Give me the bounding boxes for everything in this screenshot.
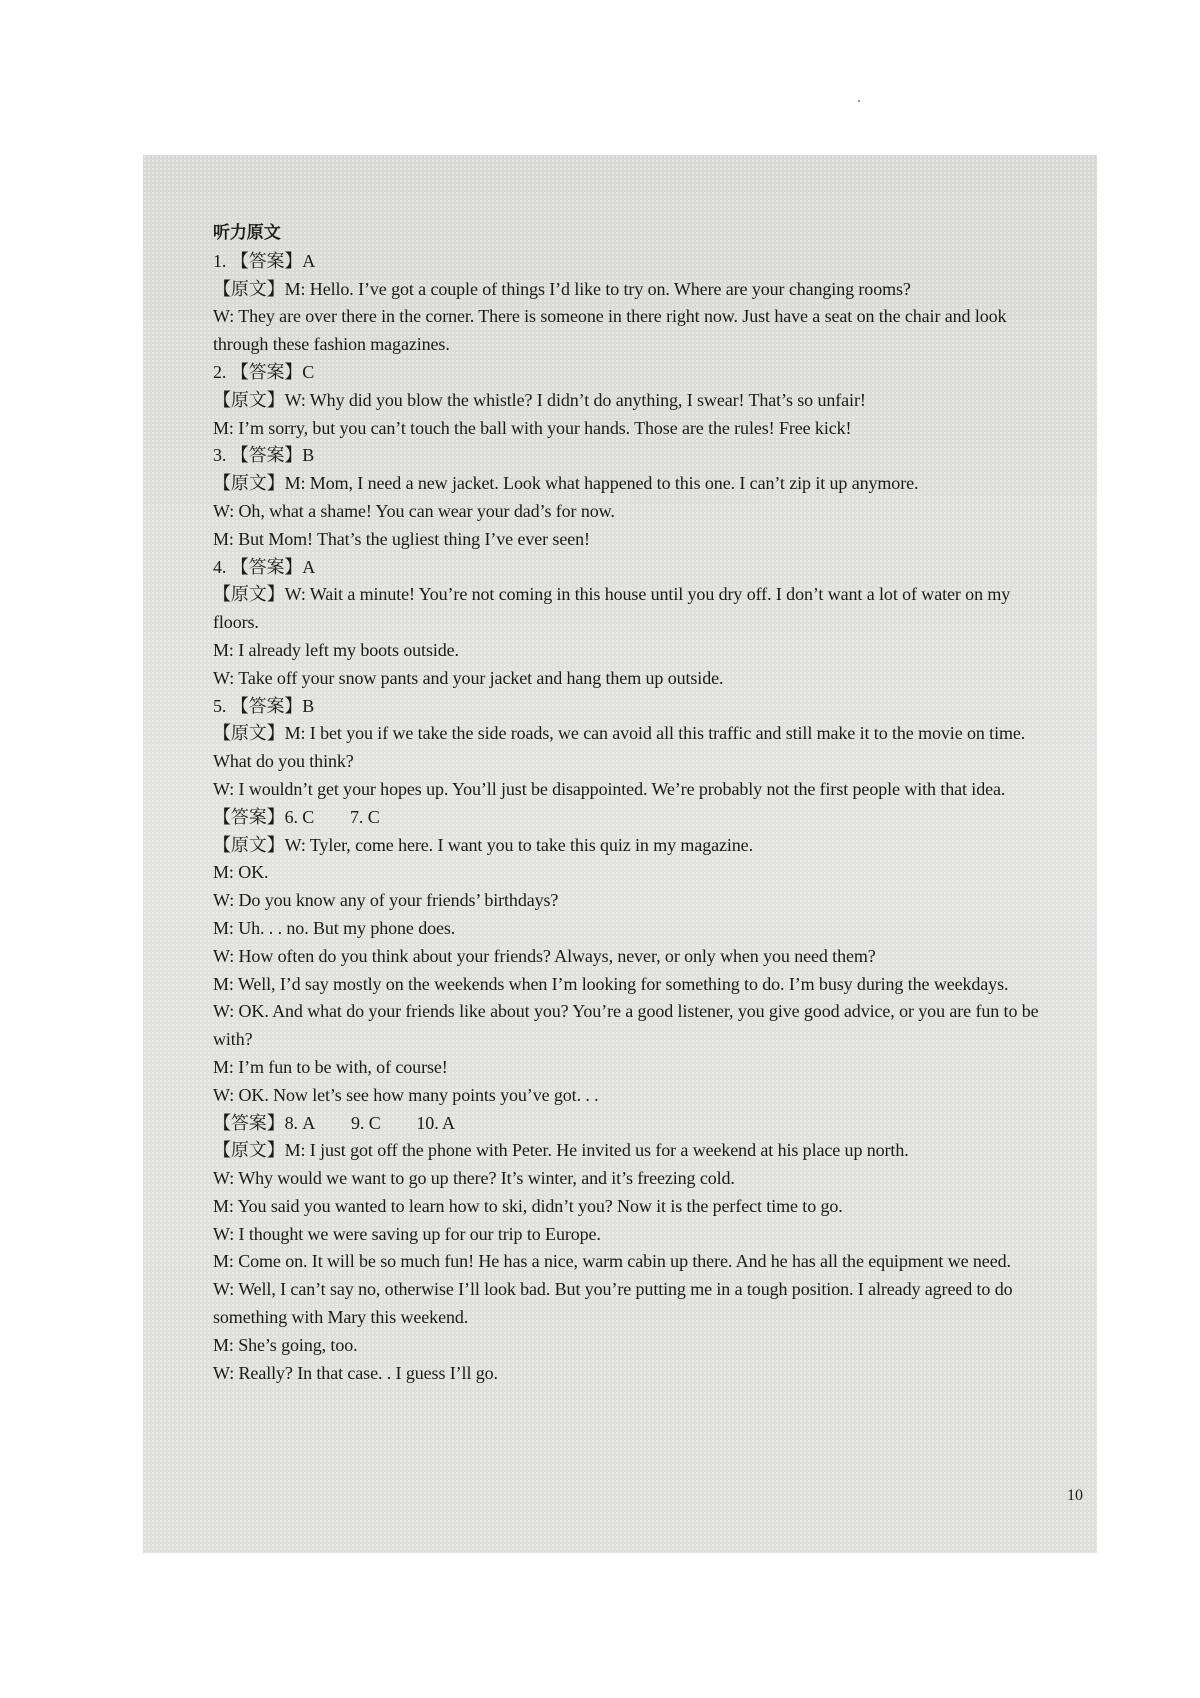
transcript-line: 【答案】8. A 9. C 10. A: [213, 1112, 455, 1133]
transcript-line: 【原文】W: Why did you blow the whistle? I didn’t do anything, I swear! That’s so unfair!: [213, 389, 866, 410]
transcript-line: M: She’s going, too.: [213, 1334, 358, 1355]
transcript-line: W: They are over there in the corner. There is someone in there right now. Just have a seat on the chair and look through these fashion magazines.: [213, 306, 1007, 355]
transcript-line: 【原文】M: Mom, I need a new jacket. Look what happened to this one. I can’t zip it up anymore.: [213, 473, 919, 494]
transcript-line: W: Really? In that case. . I guess I’ll go.: [213, 1362, 498, 1383]
transcript-line: 1. 【答案】A: [213, 250, 316, 271]
transcript-line: W: I wouldn’t get your hopes up. You’ll just be disappointed. We’re probably not the first people with that idea.: [213, 778, 1006, 799]
transcript-line: W: Well, I can’t say no, otherwise I’ll look bad. But you’re putting me in a tough position. I already agreed to do something with Mary this weekend.: [213, 1279, 1013, 1328]
transcript-line: 【原文】W: Tyler, come here. I want you to take this quiz in my magazine.: [213, 834, 753, 855]
transcript-line: 【答案】6. C 7. C: [213, 806, 380, 827]
transcript-line: M: Well, I’d say mostly on the weekends when I’m looking for something to do. I’m busy during the weekdays.: [213, 973, 1009, 994]
transcript-line: 3. 【答案】B: [213, 445, 315, 466]
section-heading: 听力原文: [213, 223, 281, 243]
transcript-line: M: Come on. It will be so much fun! He has a nice, warm cabin up there. And he has all the equipment we need.: [213, 1251, 1011, 1272]
scan-speck: [858, 100, 860, 102]
transcript-line: W: I thought we were saving up for our trip to Europe.: [213, 1223, 601, 1244]
transcript-line: W: Oh, what a shame! You can wear your dad’s for now.: [213, 500, 615, 521]
transcript-line: M: But Mom! That’s the ugliest thing I’ve ever seen!: [213, 528, 590, 549]
transcript-line: M: OK.: [213, 862, 269, 883]
scanned-page: [143, 155, 1097, 1553]
transcript-line: W: Why would we want to go up there? It’s winter, and it’s freezing cold.: [213, 1168, 735, 1189]
transcript-line: M: You said you wanted to learn how to ski, didn’t you? Now it is the perfect time to go.: [213, 1195, 843, 1216]
transcript-line: 4. 【答案】A: [213, 556, 316, 577]
transcript-line: 【原文】M: Hello. I’ve got a couple of things I’d like to try on. Where are your changing rooms?: [213, 278, 911, 299]
transcript-line: 2. 【答案】C: [213, 361, 315, 382]
transcript-line: 【原文】W: Wait a minute! You’re not coming in this house until you dry off. I don’t want a lot of water on my floors.: [213, 584, 1011, 633]
transcript-line: W: Do you know any of your friends’ birthdays?: [213, 890, 559, 911]
transcript-line: M: I already left my boots outside.: [213, 639, 459, 660]
transcript-line: W: How often do you think about your friends? Always, never, or only when you need them?: [213, 945, 876, 966]
transcript-line: 5. 【答案】B: [213, 695, 315, 716]
listening-transcript: [213, 220, 1043, 1387]
transcript-line: W: OK. Now let’s see how many points you’ve got. . .: [213, 1084, 599, 1105]
transcript-line: M: Uh. . . no. But my phone does.: [213, 917, 456, 938]
transcript-line: 【原文】M: I bet you if we take the side roads, we can avoid all this traffic and still make it to the movie on time. What do you think?: [213, 723, 1026, 772]
transcript-line: M: I’m sorry, but you can’t touch the ball with your hands. Those are the rules! Free kick!: [213, 417, 852, 438]
transcript-line: 【原文】M: I just got off the phone with Peter. He invited us for a weekend at his place up north.: [213, 1140, 909, 1161]
page-number: 10: [1067, 1487, 1083, 1504]
transcript-line: M: I’m fun to be with, of course!: [213, 1056, 448, 1077]
transcript-line: W: Take off your snow pants and your jacket and hang them up outside.: [213, 667, 724, 688]
transcript-line: W: OK. And what do your friends like about you? You’re a good listener, you give good advice, or you are fun to be with?: [213, 1001, 1039, 1050]
transcript-lines: [213, 248, 1043, 1388]
